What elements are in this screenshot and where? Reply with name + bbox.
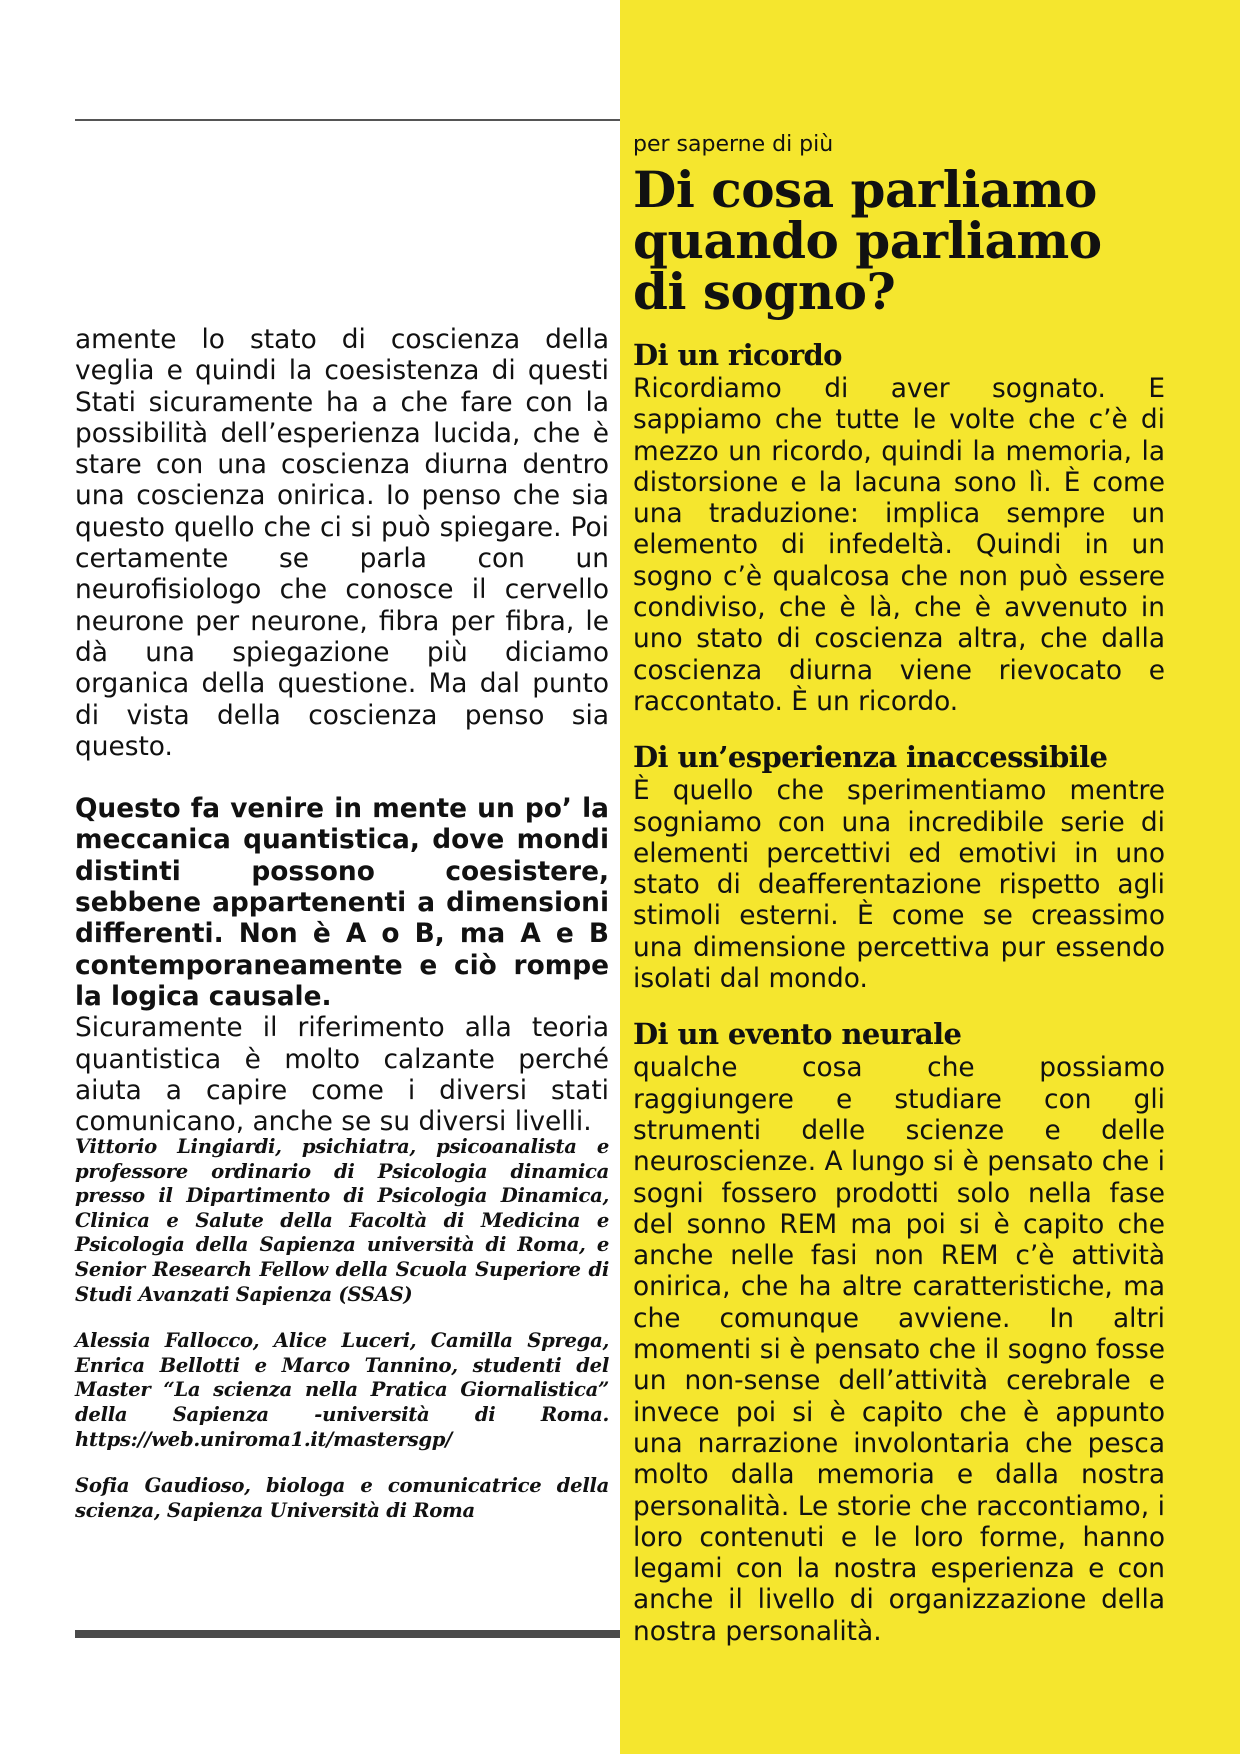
section-heading: Di un evento neurale [633,1017,962,1052]
top-divider [75,119,620,121]
article-body [75,324,609,1137]
credit-lingiardi: Vittorio Lingiardi, psichiatra, psicoanalista e professore ordinario di Psicologia dinamica presso il Dipartimento di Psicologia Dinamica, Clinica e Salute della Facoltà di Medicina e Psicologia della Sapienza università di Roma, e Senior Research Fellow della Scuola Superiore di Studi Avanzati Sapienza (SSAS) [75,1135,609,1306]
bottom-divider [75,1630,620,1638]
section-text: qualche cosa che possiamo raggiungere e studiare con gli strumenti delle scienze e delle neuroscienze. A lungo si è pensato che i sogni fossero prodotti solo nella fase del sonno REM ma poi si è capito che anche nelle fasi non REM c’è attività onirica, che ha altre caratteristiche, ma che comunque avviene. In altri momenti si è pensato che il sogno fosse un non-sense dell’attività cerebrale e invece poi si è capito che è appunto una narrazione involontaria che pesca molto dalla memoria e dalla nostra personalità. Le storie che raccontiamo, i loro contenuti e le loro forme, hanno legami con la nostra esperienza e con anche il livello di organizzazione della nostra personalità. [633,1052,1165,1647]
sidebar-kicker: per saperne di più [633,132,834,157]
author-credits [75,1135,609,1545]
section-text: È quello che sperimentiamo mentre sogniamo con una incredibile serie di elementi percettivi ed emotivi in uno stato di deafferentazione rispetto agli stimoli esterni. È come se creassimo una dimensione percettiva pur essendo isolati dal mondo. [633,775,1165,995]
section-heading: Di un’esperienza inaccessibile [633,740,1108,775]
section-ricordo [633,337,1165,717]
interview-question: Questo fa venire in mente un po’ la meccanica quantistica, dove mondi distinti possono coesistere, sebbene appartenenti a dimensioni differenti. Non è A o B, ma A e B contemporaneamente e ciò rompe la logica causale. [75,793,609,1012]
sidebar-content [633,132,1165,1669]
interview-answer: Sicuramente il riferimento alla teoria quantistica è molto calzante perché aiuta a capire come i diversi stati comunicano, anche se su diversi livelli. [75,1012,609,1138]
credit-students: Alessia Fallocco, Alice Luceri, Camilla Sprega, Enrica Bellotti e Marco Tannino, studenti del Master “La scienza nella Pratica Giornalistica” della Sapienza -università di Roma. https://web.uniroma1.it/mastersgp/ [75,1329,609,1451]
sidebar-title: Di cosa parliamo quando parliamo di sogno? [633,160,1102,321]
section-evento-neurale [633,1016,1165,1647]
section-text: Ricordiamo di aver sognato. E sappiamo che tutte le volte che c’è di mezzo un ricordo, quindi la memoria, la distorsione e la lacuna sono lì. È come una traduzione: implica sempre un elemento di infedeltà. Quindi in un sogno c’è qualcosa che non può essere condiviso, che è là, che è avvenuto in uno stato di coscienza altra, che dalla coscienza diurna viene rievocato e raccontato. È un ricordo. [633,373,1165,717]
section-heading: Di un ricordo [633,338,842,372]
credit-gaudioso: Sofia Gaudioso, biologa e comunicatrice della scienza, Sapienza Università di Roma [75,1474,609,1522]
paragraph-spacer [75,762,609,793]
section-esperienza [633,739,1165,994]
article-paragraph: amente lo stato di coscienza della veglia e quindi la coesistenza di questi Stati sicuramente ha a che fare con la possibilità dell’esperienza lucida, che è stare con una coscienza diurna dentro una coscienza onirica. Io penso che sia questo quello che ci si può spiegare. Poi certamente se parla con un neurofisiologo che conosce il cervello neurone per neurone, fibra per fibra, le dà una spiegazione più diciamo organica della questione. Ma dal punto di vista della coscienza penso sia questo. [75,324,609,762]
